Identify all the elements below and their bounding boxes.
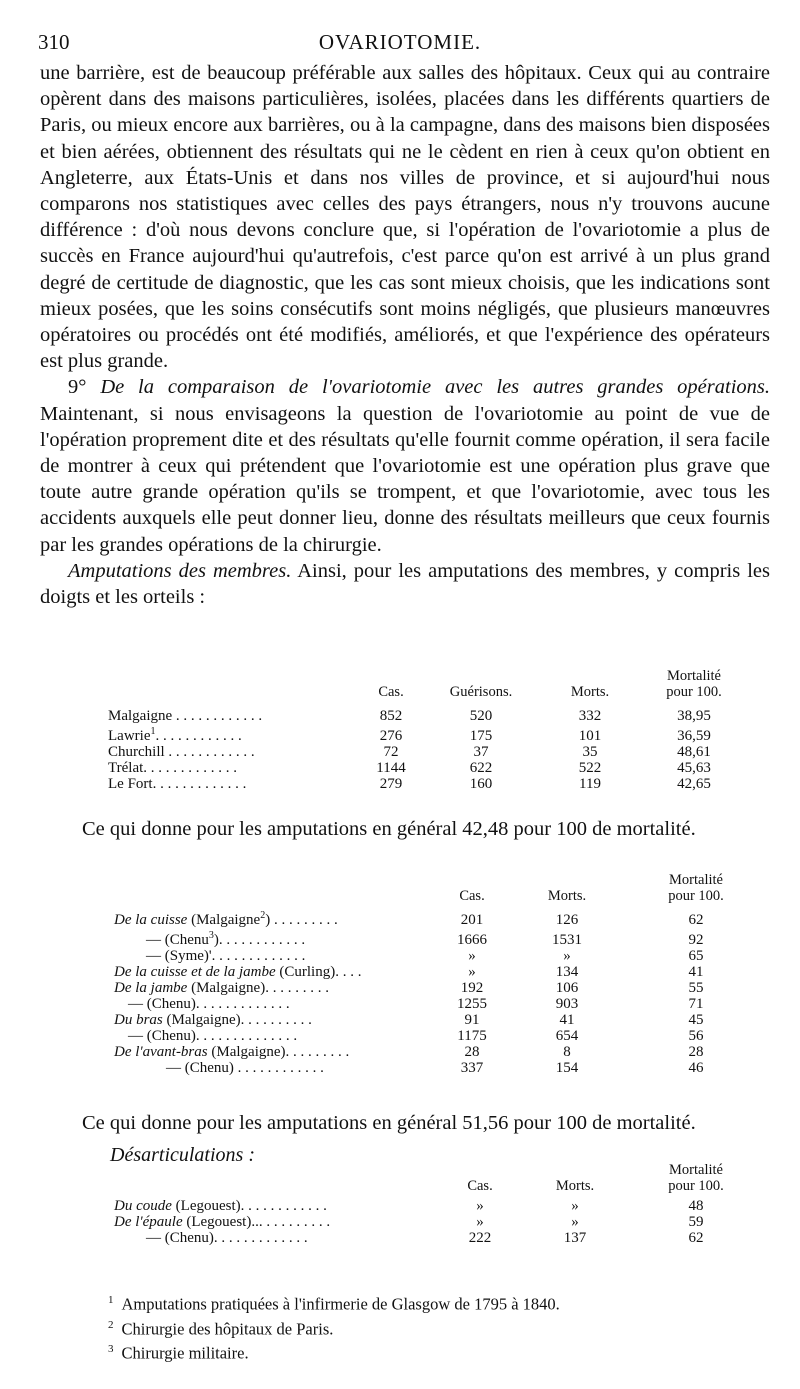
cell-morts: » xyxy=(571,1214,579,1230)
footnote-2 xyxy=(108,1315,560,1340)
table-desarticulations xyxy=(114,1162,750,1246)
row-label: Malgaigne xyxy=(108,708,173,724)
cell-mortalite: 46 xyxy=(688,1060,704,1076)
header-cas: Cas. xyxy=(467,1178,493,1194)
cell-mortalite: 92 xyxy=(688,932,704,948)
row-label-tail: ) xyxy=(213,932,219,948)
table-row: De la jambe (Malgaigne). . . . . . . . . 192 106 55 xyxy=(114,980,750,996)
cell-cas: » xyxy=(476,1214,484,1230)
cell-mortalite: 28 xyxy=(688,1044,704,1060)
row-label: — (Chenu xyxy=(146,932,209,948)
paragraph-2-text: Maintenant, si nous envisageons la question de l'ovariotomie au point de vue de l'opération proprement dite et des résultats qu'elle fournit comme opération, il sera facile de montrer à ceux qui prétendent que l'ovariotomie est une opération plus grave que toute autre grande opération qu'ils se trompent, et que l'ovariotomie, avec tous les accidents auxquels elle peut donner lieu, donne des résultats meilleurs que ceux fournis par les grandes opérations de la chirurgie. xyxy=(40,402,770,556)
cell-guerisons: 37 xyxy=(473,744,489,760)
header-pour-100: pour 100. xyxy=(668,1178,724,1194)
cell-guerisons: 622 xyxy=(469,760,493,776)
table-row: Le Fort. . . . . . . . . . . . . 279 160 119 42,65 xyxy=(108,776,748,792)
table-row: — (Chenu). . . . . . . . . . . . . 222 137 62 xyxy=(114,1230,750,1246)
paragraph-3 xyxy=(40,558,770,610)
cell-cas: 1175 xyxy=(457,1028,487,1044)
cell-mortalite: 59 xyxy=(688,1214,704,1230)
header-cas: Cas. xyxy=(378,684,404,700)
footnote-1 xyxy=(108,1290,560,1315)
cell-mortalite: 42,65 xyxy=(677,776,711,792)
header-mortalite: Mortalité xyxy=(667,668,721,684)
cell-mortalite: 48,61 xyxy=(677,744,711,760)
table-row: Du coude (Legouest). . . . . . . . . . . . » » 48 xyxy=(114,1198,750,1214)
cell-morts: 101 xyxy=(578,728,602,744)
cell-cas: 276 xyxy=(379,728,403,744)
footnote-3 xyxy=(108,1339,560,1364)
row-label-italic: De l'avant-bras xyxy=(114,1044,208,1060)
cell-morts: 119 xyxy=(579,776,601,792)
row-label: (Malgaigne) xyxy=(207,1044,286,1060)
running-title: OVARIOTOMIE. xyxy=(318,30,482,54)
row-label: Trélat xyxy=(108,760,144,776)
row-label: — (Chenu) xyxy=(128,1028,196,1044)
cell-cas: 222 xyxy=(468,1230,492,1246)
row-label: Churchill xyxy=(108,744,165,760)
cell-morts: 903 xyxy=(555,996,579,1012)
cell-morts: » xyxy=(563,948,571,964)
footnote-mark: 2 xyxy=(108,1318,114,1331)
row-label: (Malgaigne xyxy=(187,912,261,928)
cell-mortalite: 56 xyxy=(688,1028,704,1044)
cell-cas: » xyxy=(476,1198,484,1214)
row-label-italic: Du coude xyxy=(114,1198,172,1214)
table-row: — (Chenu). . . . . . . . . . . . . . 1175 654 56 xyxy=(114,1028,750,1044)
cell-morts: 137 xyxy=(563,1230,587,1246)
cell-cas: » xyxy=(468,948,476,964)
paragraph-3-text: Ainsi, pour les amputations des membres, y compris les doigts et les orteils : xyxy=(40,559,770,609)
section-heading: De la comparaison de l'ovariotomie avec les autres grandes opérations. xyxy=(100,376,771,399)
table-row: De la cuisse et de la jambe (Curling). . . . » 134 41 xyxy=(114,964,750,980)
table-row: De l'épaule (Legouest)... . . . . . . . . . » » 59 xyxy=(114,1214,750,1230)
row-label-tail: ) xyxy=(265,912,271,928)
table-row: — (Syme)'. . . . . . . . . . . . . » » 65 xyxy=(114,948,750,964)
cell-cas: 337 xyxy=(460,1060,484,1076)
cell-morts: 41 xyxy=(559,1012,575,1028)
table-row: — (Chenu). . . . . . . . . . . . . 1255 903 71 xyxy=(114,996,750,1012)
paragraph-2 xyxy=(40,374,770,557)
page-number: 310 xyxy=(38,30,70,54)
page-header xyxy=(30,30,770,54)
footnote-mark: 1 xyxy=(108,1294,114,1306)
footnote-text: Amputations pratiquées à l'infirmerie de Glasgow de 1795 à 1840. xyxy=(121,1294,560,1314)
row-label: (Curling) xyxy=(275,964,336,980)
row-label: Lawrie xyxy=(108,728,151,744)
cell-mortalite: 48 xyxy=(688,1198,704,1214)
header-mortalite: Mortalité xyxy=(669,1162,723,1178)
cell-mortalite: 45 xyxy=(688,1012,704,1028)
row-label: (Legouest).. xyxy=(182,1214,259,1230)
table-row: Lawrie$^1$. . . . . . . . . . . . 276 175 101 36,59 xyxy=(108,724,748,744)
amputations-heading: Amputations des membres. xyxy=(68,559,292,582)
cell-mortalite: 62 xyxy=(688,912,704,928)
row-label: (Malgaigne) xyxy=(162,1012,241,1028)
table-row: Malgaigne . . . . . . . . . . . . 852 520 332 38,95 xyxy=(108,708,748,724)
cell-morts: 126 xyxy=(555,912,579,928)
table-row: Churchill . . . . . . . . . . . . 72 37 35 48,61 xyxy=(108,744,748,760)
cell-morts: 522 xyxy=(578,760,602,776)
footnote-text: Chirurgie des hôpitaux de Paris. xyxy=(121,1319,334,1338)
cell-cas: 91 xyxy=(464,1012,480,1028)
cell-cas: 1666 xyxy=(457,932,487,948)
header-morts: Morts. xyxy=(547,888,587,904)
cell-morts: 8 xyxy=(563,1044,571,1060)
cell-cas: 1144 xyxy=(376,760,406,776)
row-label: (Legouest) xyxy=(171,1198,241,1214)
cell-morts: 154 xyxy=(555,1060,579,1076)
footnote-ref: 3 xyxy=(208,930,214,941)
row-label-italic: De la cuisse et de la jambe xyxy=(114,964,276,980)
cell-guerisons: 175 xyxy=(469,728,493,744)
header-mortalite: Mortalité xyxy=(669,872,723,888)
cell-morts: 134 xyxy=(555,964,579,980)
header-morts: Morts. xyxy=(555,1178,595,1194)
cell-cas: 1255 xyxy=(457,996,487,1012)
row-label: — (Chenu) xyxy=(166,1060,234,1076)
row-label: Le Fort xyxy=(108,776,153,792)
row-label: — (Chenu) xyxy=(146,1230,214,1246)
cell-mortalite: 41 xyxy=(688,964,704,980)
table-amputations-membres xyxy=(108,668,748,792)
cell-cas: 279 xyxy=(379,776,403,792)
cell-mortalite: 65 xyxy=(688,948,704,964)
row-label: (Malgaigne) xyxy=(187,980,266,996)
desarticulations-heading: Désarticulations : xyxy=(110,1144,255,1166)
cell-mortalite: 38,95 xyxy=(677,708,711,724)
cell-morts: 35 xyxy=(582,744,598,760)
row-label-italic: De l'épaule xyxy=(114,1214,183,1230)
cell-morts: » xyxy=(571,1198,579,1214)
cell-cas: 72 xyxy=(383,744,399,760)
cell-cas: 852 xyxy=(379,708,403,724)
table-row: Trélat. . . . . . . . . . . . . 1144 622 522 45,63 xyxy=(108,760,748,776)
table-row: De la cuisse (Malgaigne$^2$) . . . . . . . . . 201 126 62 xyxy=(114,908,750,928)
body-text xyxy=(40,60,770,610)
cell-mortalite: 55 xyxy=(688,980,704,996)
paragraph-1: une barrière, est de beaucoup préférable aux salles des hôpitaux. Ceux qui au contraire opèrent dans des maisons particulières, isolées, placées dans les différents quartiers de Paris, ou mieux encore aux barrières, ou à la campagne, dans des maisons bien disposées et bien aérées, obtiennent des résultats qui ne le cèdent en rien à ceux qu'on obtient en Angleterre, aux États-Unis et dans nos villes de province, et si aujourd'hui nous comparons nos statistiques avec celles des pays étrangers, nous n'y trouvons aucune différence : d'où nous devons conclure que, si l'opération de l'ovariotomie a plus de succès en France aujourd'hui qu'autrefois, c'est parce qu'on est arrivé à un plus grand degré de certitude de diagnostic, que les cas sont mieux choisis, que les indications sont mieux posées, que les soins consécutifs sont moins négligés, que plusieurs manœuvres opératoires ou procédés ont été modifiés, améliorés, et que l'expérience des opérateurs est plus grande. xyxy=(40,62,770,373)
row-label: — (Chenu) xyxy=(128,996,196,1012)
cell-guerisons: 160 xyxy=(469,776,493,792)
row-label-italic: Du bras xyxy=(114,1012,163,1028)
table-row: — (Chenu$^3$). . . . . . . . . . . . 1666 1531 92 xyxy=(114,928,750,948)
header-pour-100: pour 100. xyxy=(666,684,722,700)
cell-morts: 332 xyxy=(578,708,602,724)
cell-cas: 28 xyxy=(464,1044,480,1060)
row-label-italic: De la jambe xyxy=(114,980,188,996)
cell-cas: » xyxy=(468,964,476,980)
table-row: De l'avant-bras (Malgaigne). . . . . . . . . 28 8 28 xyxy=(114,1044,750,1060)
cell-guerisons: 520 xyxy=(469,708,493,724)
cell-morts: 106 xyxy=(555,980,579,996)
footnotes xyxy=(108,1290,560,1364)
table-row: Du bras (Malgaigne). . . . . . . . . . 91 41 45 xyxy=(114,1012,750,1028)
cell-cas: 201 xyxy=(460,912,484,928)
footnote-mark: 3 xyxy=(108,1343,114,1355)
cell-morts: 654 xyxy=(555,1028,579,1044)
row-label: — (Syme)' xyxy=(146,948,212,964)
cell-mortalite: 45,63 xyxy=(677,760,711,776)
summary-amputations-2: Ce qui donne pour les amputations en général 51,56 pour 100 de mortalité. xyxy=(82,1112,696,1134)
row-label-italic: De la cuisse xyxy=(114,912,188,928)
footnote-text: Chirurgie militaire. xyxy=(121,1343,249,1363)
cell-mortalite: 71 xyxy=(688,996,704,1012)
table-amputations-segments xyxy=(114,872,750,1076)
header-cas: Cas. xyxy=(459,888,485,904)
cell-mortalite: 62 xyxy=(688,1230,704,1246)
summary-amputations-1: Ce qui donne pour les amputations en général 42,48 pour 100 de mortalité. xyxy=(82,818,696,840)
footnote-ref: 2 xyxy=(260,910,266,921)
header-guerisons: Guérisons. xyxy=(449,684,513,700)
section-number: 9° xyxy=(68,376,87,399)
cell-morts: 1531 xyxy=(552,932,582,948)
cell-mortalite: 36,59 xyxy=(677,728,711,744)
header-pour-100: pour 100. xyxy=(668,888,724,904)
header-morts: Morts. xyxy=(570,684,610,700)
footnote-ref: 1 xyxy=(150,726,156,737)
cell-cas: 192 xyxy=(460,980,484,996)
table-row: — (Chenu) . . . . . . . . . . . . 337 154 46 xyxy=(114,1060,750,1076)
